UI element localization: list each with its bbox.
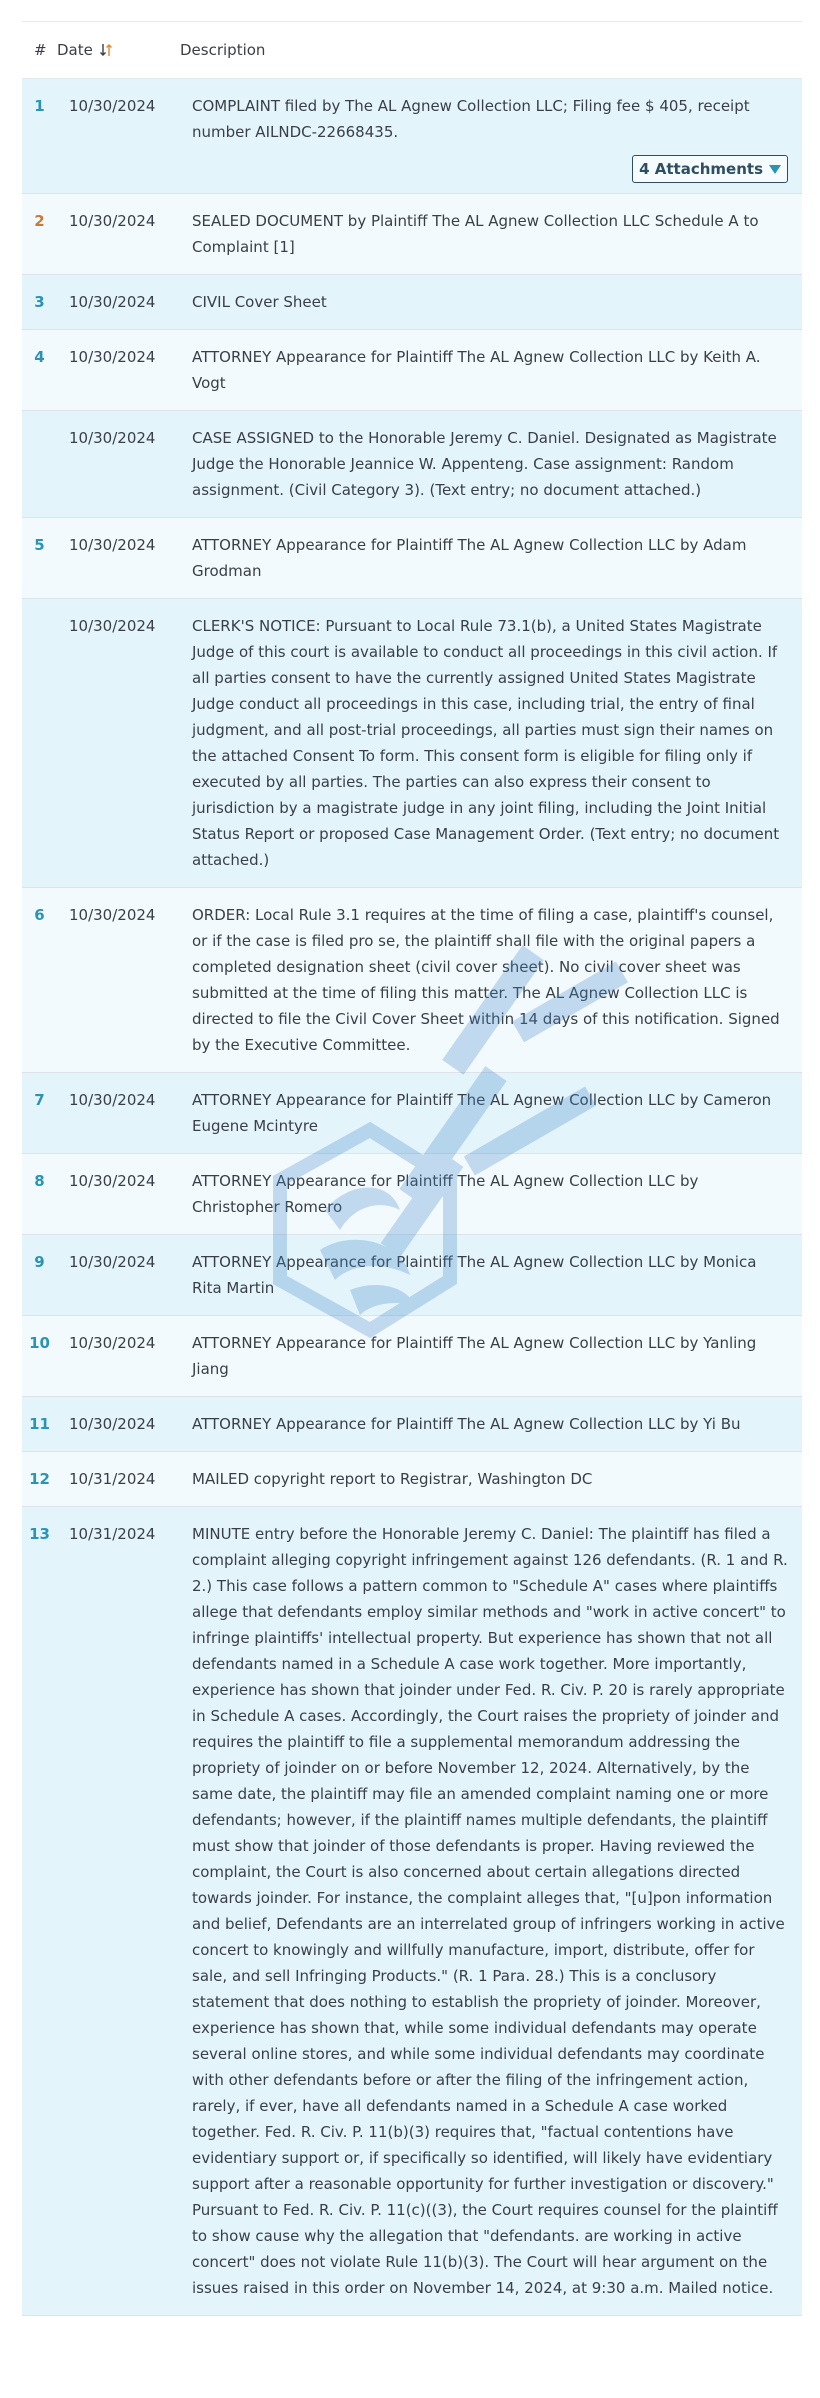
entry-number-link (22, 599, 57, 888)
entry-description: SEALED DOCUMENT by Plaintiff The AL Agnew Collection LLC Schedule A to Complaint [1] (192, 212, 759, 256)
entry-description: ATTORNEY Appearance for Plaintiff The AL Agnew Collection LLC by Keith A. Vogt (192, 348, 761, 392)
entry-number-link (22, 411, 57, 518)
entry-date: 10/30/2024 (57, 1154, 192, 1235)
docket-row (22, 599, 802, 888)
entry-date: 10/30/2024 (57, 194, 192, 275)
entry-date: 10/30/2024 (57, 79, 192, 194)
docket-row (22, 411, 802, 518)
entry-description-cell (192, 411, 802, 518)
entry-date: 10/30/2024 (57, 411, 192, 518)
entry-number-link[interactable]: 5 (22, 518, 57, 599)
docket-row (22, 518, 802, 599)
docket-row (22, 888, 802, 1073)
entry-date: 10/30/2024 (57, 330, 192, 411)
docket-row (22, 1397, 802, 1452)
caret-down-icon (769, 165, 781, 174)
table-header (22, 22, 802, 79)
entry-description: ATTORNEY Appearance for Plaintiff The AL Agnew Collection LLC by Yi Bu (192, 1415, 741, 1433)
entry-description-cell (192, 599, 802, 888)
attachments-row (192, 155, 788, 183)
entry-number-link[interactable]: 4 (22, 330, 57, 411)
entry-description: CIVIL Cover Sheet (192, 293, 327, 311)
sort-arrows-icon[interactable] (99, 43, 113, 57)
entry-description-cell (192, 1235, 802, 1316)
entry-date: 10/31/2024 (57, 1452, 192, 1507)
entry-description: ATTORNEY Appearance for Plaintiff The AL Agnew Collection LLC by Christopher Romero (192, 1172, 699, 1216)
entry-description-cell (192, 1452, 802, 1507)
entry-description-cell (192, 1316, 802, 1397)
entry-number-link[interactable]: 8 (22, 1154, 57, 1235)
entry-description: MAILED copyright report to Registrar, Washington DC (192, 1470, 593, 1488)
header-num: # (34, 41, 47, 59)
entry-description: ORDER: Local Rule 3.1 requires at the time of filing a case, plaintiff's counsel, or if the case is filed pro se, the plaintiff shall file with the original papers a completed designation sheet (civil cover sheet). No civil cover sheet was submitted at the time of filing this matter. The AL Agnew Collection LLC is directed to file the Civil Cover Sheet within 14 days of this notification. Signed by the Executive Committee. (192, 906, 780, 1054)
top-divider (22, 0, 802, 22)
entry-description: COMPLAINT filed by The AL Agnew Collection LLC; Filing fee $ 405, receipt number AILNDC-22668435. (192, 97, 750, 141)
entry-description: CASE ASSIGNED to the Honorable Jeremy C. Daniel. Designated as Magistrate Judge the Honorable Jeannice W. Appenteng. Case assignment: Random assignment. (Civil Category 3). (Text entry; no document attached.) (192, 429, 777, 499)
entry-description: ATTORNEY Appearance for Plaintiff The AL Agnew Collection LLC by Cameron Eugene Mcintyre (192, 1091, 772, 1135)
docket-row (22, 1452, 802, 1507)
entry-date: 10/30/2024 (57, 888, 192, 1073)
entry-description: CLERK'S NOTICE: Pursuant to Local Rule 73.1(b), a United States Magistrate Judge of this court is available to conduct all proceedings in this civil action. If all parties consent to have the currently assigned United States Magistrate Judge conduct all proceedings in this case, including trial, the entry of final judgment, and all post-trial proceedings, all parties must sign their names on the attached Consent To form. This consent form is eligible for filing only if executed by all parties. The parties can also express their consent to jurisdiction by a magistrate judge in any joint filing, including the Joint Initial Status Report or proposed Case Management Order. (Text entry; no document attached.) (192, 617, 780, 869)
entry-description-cell (192, 1154, 802, 1235)
entry-description: ATTORNEY Appearance for Plaintiff The AL Agnew Collection LLC by Yanling Jiang (192, 1334, 757, 1378)
docket-row (22, 194, 802, 275)
entry-description-cell (192, 518, 802, 599)
attachments-label: 4 Attachments (639, 160, 763, 178)
entry-date: 10/30/2024 (57, 1235, 192, 1316)
entry-description-cell (192, 1397, 802, 1452)
entry-date: 10/30/2024 (57, 1073, 192, 1154)
docket-table (22, 79, 802, 2316)
entry-description-cell (192, 330, 802, 411)
header-date-label: Date (57, 41, 93, 59)
entry-number-link[interactable]: 13 (22, 1507, 57, 2316)
entry-description: ATTORNEY Appearance for Plaintiff The AL Agnew Collection LLC by Monica Rita Martin (192, 1253, 757, 1297)
entry-date: 10/30/2024 (57, 1316, 192, 1397)
docket-row (22, 1507, 802, 2316)
entry-number-link[interactable]: 11 (22, 1397, 57, 1452)
entry-number-link[interactable]: 3 (22, 275, 57, 330)
entry-description-cell (192, 1507, 802, 2316)
docket-row (22, 1235, 802, 1316)
entry-date: 10/30/2024 (57, 275, 192, 330)
header-date[interactable] (57, 41, 180, 59)
entry-number-link[interactable]: 1 (22, 79, 57, 194)
docket-container (22, 0, 802, 2316)
docket-row (22, 1316, 802, 1397)
docket-row (22, 1154, 802, 1235)
entry-description-cell (192, 275, 802, 330)
entry-number-link[interactable]: 6 (22, 888, 57, 1073)
entry-number-link[interactable]: 7 (22, 1073, 57, 1154)
entry-date: 10/31/2024 (57, 1507, 192, 2316)
entry-description-cell (192, 888, 802, 1073)
entry-number-link[interactable]: 10 (22, 1316, 57, 1397)
entry-number-link[interactable]: 12 (22, 1452, 57, 1507)
entry-date: 10/30/2024 (57, 518, 192, 599)
docket-row (22, 330, 802, 411)
entry-date: 10/30/2024 (57, 1397, 192, 1452)
entry-description-cell (192, 79, 802, 194)
header-description: Description (180, 41, 266, 59)
docket-row (22, 79, 802, 194)
attachments-toggle-button[interactable] (632, 155, 788, 183)
docket-row (22, 275, 802, 330)
entry-number-link[interactable]: 2 (22, 194, 57, 275)
entry-description-cell (192, 1073, 802, 1154)
entry-number-link[interactable]: 9 (22, 1235, 57, 1316)
entry-description: MINUTE entry before the Honorable Jeremy C. Daniel: The plaintiff has filed a complaint alleging copyright infringement against 126 defendants. (R. 1 and R. 2.) This case follows a pattern common to "Schedule A" cases where plaintiffs allege that defendants employ similar methods and "work in active concert" to infringe plaintiffs' intellectual property. But experience has shown that not all defendants named in a Schedule A case work together. More importantly, experience has shown that joinder under Fed. R. Civ. P. 20 is rarely appropriate in Schedule A cases. Accordingly, the Court raises the propriety of joinder and requires the plaintiff to file a supplemental memorandum addressing the propriety of joinder on or before November 12, 2024. Alternatively, by the same date, the plaintiff may file an amended complaint naming one or more defendants; however, if the plaintiff names multiple defendants, the plaintiff must show that joinder of those defendants is proper. Having reviewed the complaint, the Court is also concerned about certain allegations directed towards joinder. For instance, the complaint alleges that, "[u]pon information and belief, Defendants are an interrelated group of infringers working in active concert to knowingly and willfully manufacture, import, distribute, offer for sale, and sell Infringing Products." (R. 1 Para. 28.) This is a conclusory statement that does nothing to establish the propriety of joinder. Moreover, experience has shown that, while some individual defendants may operate several online stores, and while some individual defendants may coordinate with other defendants before or after the filing of the infringement action, rarely, if ever, have all defendants named in a Schedule A case worked together. Fed. R. Civ. P. 11(b)(3) requires that, "factual contentions have evidentiary support or, if specifically so identified, will likely have evidentiary support after a reasonable opportunity for further investigation or discovery." Pursuant to Fed. R. Civ. P. 11(c)((3), the Court requires counsel for the plaintiff to show cause why the allegation that "defendants. are working in active concert" does not violate Rule 11(b)(3). The Court will hear argument on the issues raised in this order on November 14, 2024, at 9:30 a.m. Mailed notice. (192, 1525, 788, 2297)
entry-description-cell (192, 194, 802, 275)
entry-date: 10/30/2024 (57, 599, 192, 888)
docket-row (22, 1073, 802, 1154)
entry-description: ATTORNEY Appearance for Plaintiff The AL Agnew Collection LLC by Adam Grodman (192, 536, 747, 580)
